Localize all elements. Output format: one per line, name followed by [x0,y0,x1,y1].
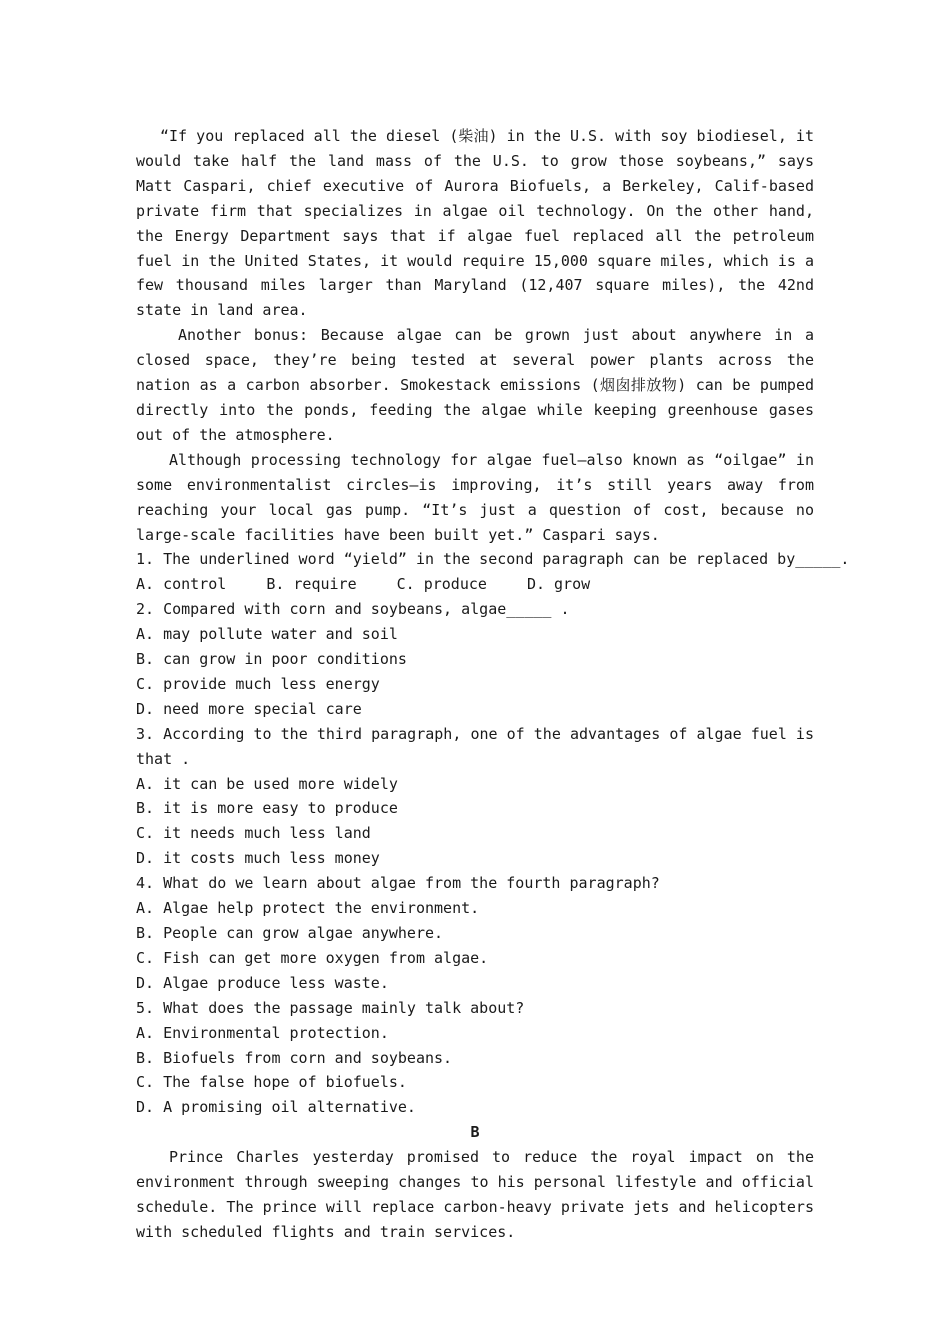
question-3 [136,722,814,871]
option: B. require [266,575,357,594]
option: B. People can grow algae anywhere. [136,924,444,942]
option: C. produce [396,575,487,594]
question-2 [136,597,814,722]
option: C. provide much less energy [136,674,380,693]
option: D. A promising oil alternative. [136,1098,416,1117]
option: C. it needs much less land [136,824,371,843]
question-options-inline [136,572,814,597]
question-stem: 5. What does the passage mainly talk about? [136,998,525,1017]
option: B. can grow in poor conditions [136,650,407,669]
option: D. it costs much less money [136,849,380,868]
option: C. Fish can get more oxygen from algae. [136,948,489,967]
option: A. Environmental protection. [136,1023,389,1042]
paragraph-diesel: “If you replaced all the diesel (柴油) in the U.S. with soy biodiesel, it would take half the land mass of the U.S. to grow those soybeans,” says Matt Caspari, chief executive of Aurora Biofuels, a Berkeley, Calif-based private firm that specializes in algae oil technology. On the other hand, the Energy Department says that if algae fuel replaced all the petroleum fuel in the United States, it would require 15,000 square miles, which is a few thousand miles larger than Maryland (12,407 square miles), the 42nd state in land area. [136,127,814,320]
option: D. need more special care [136,699,362,718]
option: A. Algae help protect the environment. [136,899,480,918]
question-stem: 2. Compared with corn and soybeans, algae_____ . [136,600,570,619]
option: A. it can be used more widely [136,774,398,793]
option: B. it is more easy to produce [136,799,398,818]
question-stem: 1. The underlined word “yield” in the second paragraph can be replaced by_____. [136,550,850,569]
document-page [136,124,850,1245]
question-1 [136,547,850,597]
section-heading-b: B [470,1123,480,1142]
option: D. grow [526,575,591,594]
option: C. The false hope of biofuels. [136,1073,407,1092]
question-5 [136,996,814,1121]
paragraph-prince-charles: Prince Charles yesterday promised to reduce the royal impact on the environment through sweeping changes to his personal lifestyle and official schedule. The prince will replace carbon-heavy private jets and helicopters with scheduled flights and train services. [136,1148,814,1241]
paragraph-processing: Although processing technology for algae fuel—also known as “oilgae” in some environmentalist circles—is improving, it’s still years away from reaching your local gas pump. “It’s just a question of cost, because no large-scale facilities have been built yet.” Caspari says. [136,450,814,544]
option: D. Algae produce less waste. [136,973,389,992]
option: A. control [136,575,227,594]
paragraph-bonus: Another bonus: Because algae can be grown just about anywhere in a closed space, they’re being tested at several power plants across the nation as a carbon absorber. Smokestack emissions (烟囱排放物) can be pumped directly into the ponds, feeding the algae while keeping greenhouse gases out of the atmosphere. [136,326,814,444]
question-4 [136,871,814,996]
option: B. Biofuels from corn and soybeans. [136,1048,453,1067]
question-stem: 3. According to the third paragraph, one of the advantages of algae fuel is that . [136,724,814,768]
question-stem: 4. What do we learn about algae from the fourth paragraph? [136,874,660,893]
option: A. may pollute water and soil [136,625,398,644]
